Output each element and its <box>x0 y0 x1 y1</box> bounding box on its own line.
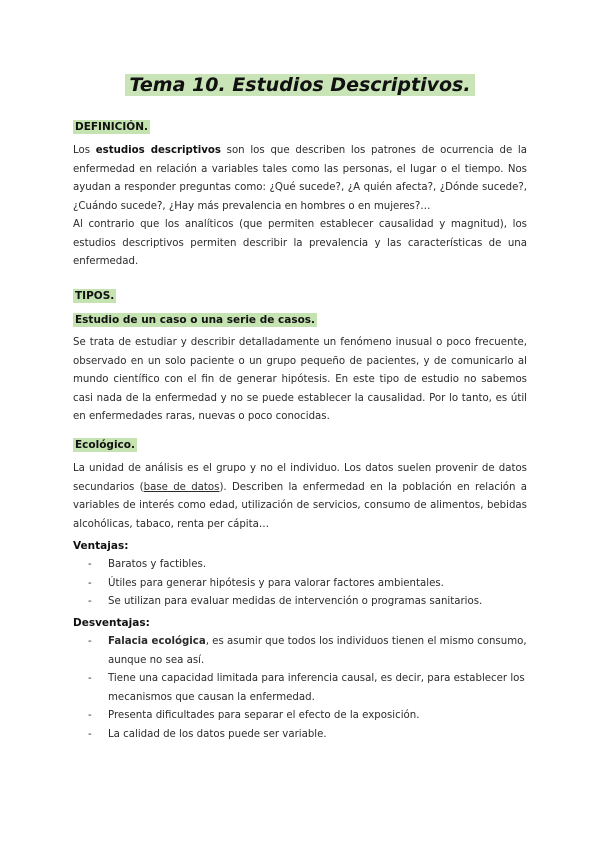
definicion-paragraph-2: Al contrario que los analíticos (que permiten establecer causalidad y magnitud), los estudios descriptivos permiten describir la prevalencia y las características de una enfermedad. <box>73 219 527 267</box>
list-item: - Útiles para generar hipótesis y para valorar factores ambientales. <box>88 575 528 594</box>
ecologico-paragraph: La unidad de análisis es el grupo y no el individuo. Los datos suelen provenir de datos secundarios (base de datos). Describen la enfermedad en la población en relación a variables de interés como edad, utilización de servicios, consumo de alimentos, bebidas alcohólicas, tabaco, renta per cápita… <box>73 463 527 530</box>
ventajas-list <box>88 556 528 612</box>
ecologico-heading: Ecológico. <box>75 439 135 451</box>
list-item: - La calidad de los datos puede ser variable. <box>88 726 528 745</box>
list-item: - Baratos y factibles. <box>88 556 528 575</box>
list-item: - Tiene una capacidad limitada para inferencia causal, es decir, para establecer los mecanismos que causan la enfermedad. <box>88 670 528 707</box>
definicion-heading: DEFINICIÓN. <box>75 121 148 133</box>
list-item: - Falacia ecológica, es asumir que todos los individuos tienen el mismo consumo, aunque no sea así. <box>88 633 528 670</box>
desventajas-label: Desventajas: <box>73 617 150 629</box>
definicion-bold-term: estudios descriptivos <box>95 145 221 156</box>
falacia-ecologica-term: Falacia ecológica <box>108 636 206 647</box>
list-item: - Se utilizan para evaluar medidas de intervención o programas sanitarios. <box>88 593 528 612</box>
base-de-datos-link: base de datos <box>143 481 220 493</box>
ventajas-label: Ventajas: <box>73 540 129 552</box>
definicion-paragraph-1: Los estudios descriptivos son los que describen los patrones de ocurrencia de la enfermedad en relación a variables tales como las personas, el lugar o el tiempo. Nos ayudan a responder preguntas como: ¿Qué sucede?, ¿A quién afecta?, ¿Dónde sucede?, ¿Cuándo sucede?, ¿Hay más prevalencia en hombres o en mujeres?… <box>73 145 528 212</box>
caso-paragraph: Se trata de estudiar y describir detalladamente un fenómeno inusual o poco frecuente, observado en un solo paciente o un grupo pequeño de pacientes, y de comunicarlo al mundo científico con el fin de generar hipótesis. En este tipo de estudio no sabemos casi nada de la enfermedad y no se puede establecer la causalidad. Por lo tanto, es útil en enfermedades raras, nuevas o poco conocidas. <box>73 337 527 422</box>
desventajas-list <box>88 633 528 744</box>
page-title: Tema 10. Estudios Descriptivos. <box>0 74 600 96</box>
caso-heading: Estudio de un caso o una serie de casos. <box>75 314 316 326</box>
tipos-heading: TIPOS. <box>75 290 115 302</box>
list-item: - Presenta dificultades para separar el efecto de la exposición. <box>88 707 528 726</box>
